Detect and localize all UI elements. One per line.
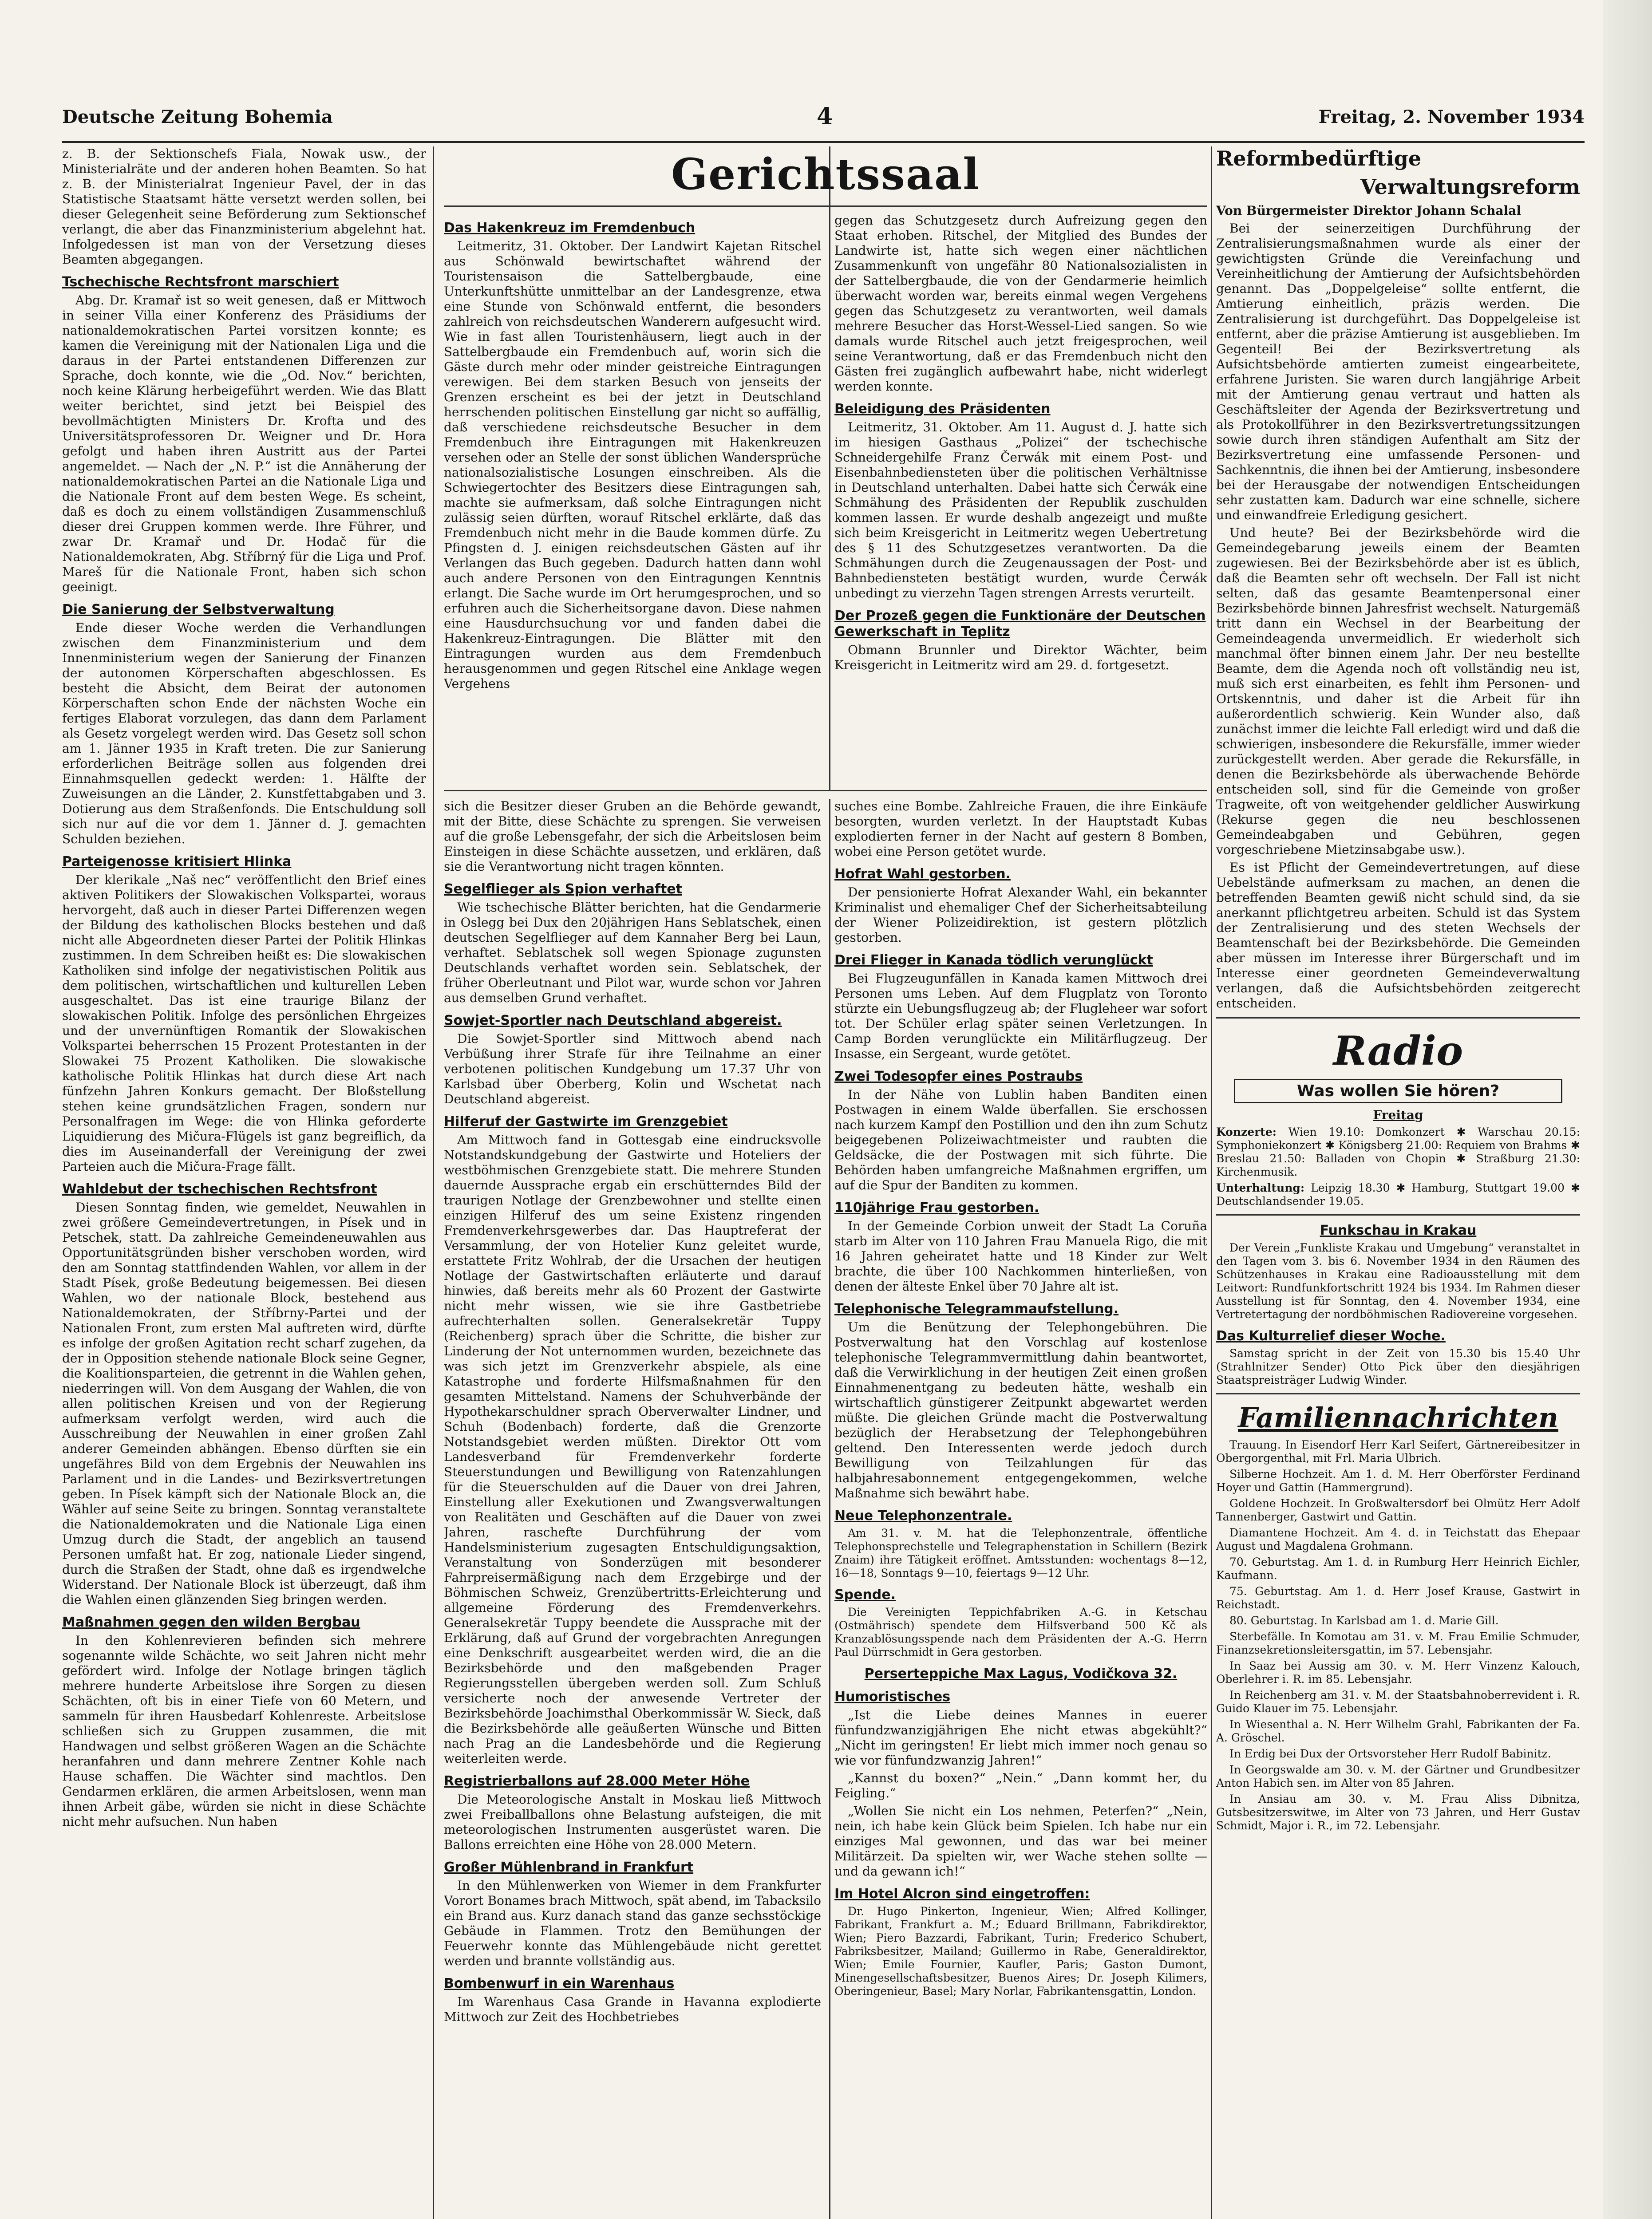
issue-date: Freitag, 2. November 1934 (1318, 107, 1585, 127)
family-entry: In Ansiau am 30. v. M. Frau Aliss Dibnitza, Gutsbesitzerswitwe, im Alter von 73 Jahren, und Herr Gustav Schmidt, Major i. R., im 72. Lebensjahr. (1216, 1793, 1580, 1832)
family-title: Familiennachrichten (1238, 1402, 1558, 1434)
article-text: Und heute? Bei der Bezirksbehörde wird die Gemeindegebarung jeweils einem der Beamten zugewiesen. Bei der Bezirksbehörde aber ist es üblich, daß die Beamten sehr oft wechseln. Der Fall ist nicht selten, daß das gesamte Beamtenpersonal einer Bezirksbehörde binnen Jahresfrist wechselt. Naturgemäß tritt dann ein Wechsel in der Bearbeitung der Gemeindeagenda unvermeidlich. Er wiederholt sich manchmal öfter binnen einem Jahr. Der neu bestellte Beamte, dem die Agenda noch oft vollständig neu ist, muß sich erst einarbeiten, es fehlt ihm Personen- und Ortskenntnis, und daher ist die Arbeit für ihn außerordentlich schwierig. Kein Wunder also, daß zunächst immer die leichte Fall erledigt wird und daß die schwierigen, insbesondere die Rekursfälle, immer wieder zurückgestellt werden. Aber gerade die Rekursfälle, in denen die Bezirksbehörde als überwachende Behörde entscheiden soll, sind für die Gemeinde von großer Tragweite, oft von weitgehender geldlicher Auswirkung (Rekurse gegen die neu beschlossenen Gemeindeabgaben und Gebühren, gegen vorgeschriebene Mietzinsabgabe usw.). (1216, 525, 1580, 857)
article-text: Am 31. v. M. hat die Telephonzentrale, öffentliche Telephonsprechstelle und Telegraphenstation in Schillern (Bezirk Znaim) ihre Tätigkeit eröffnet. Amtsstunden: wochentags 8—12, 16—18, Sonntags 9—10, feiertags 9—12 Uhr. (834, 1527, 1207, 1579)
radio-box: Was wollen Sie hören? (1234, 1079, 1562, 1103)
article-text: Die Sowjet-Sportler sind Mittwoch abend nach Verbüßung ihrer Strafe für ihre Teilnahme an einer verbotenen politischen Kundgebung um 17.37 Uhr von Karlsbad über Oberberg, Kolin und Wschetat nach Deutschland abgereist. (444, 1031, 821, 1106)
article-heading: Das Hakenkreuz im Fremdenbuch (444, 220, 696, 236)
article-heading: Parteigenosse kritisiert Hlinka (62, 854, 292, 869)
article-text: z. B. der Sektionschefs Fiala, Nowak usw., der Ministerialräte und der anderen hohen Beamten. So hat z. B. der Ministerialrat Ingenieur Pavel, der in das Statistische Staatsamt hätte versetzt werden sollen, bei dieser Gelegenheit seine Beförderung zum Sektionschef verlangt, die aber das Finanzministerium abgelehnt hat. Infolgedessen ist man von der Versetzung dieses Beamten abgegangen. (62, 146, 426, 267)
article-text: In den Mühlenwerken von Wiemer in dem Frankfurter Vorort Bonames brach Mittwoch, spät abend, im Tabacksilo ein Brand aus. Kurz danach stand das ganze sechsstöckige Gebäude in Flammen. Trotz den Bemühungen der Feuerwehr konnte das Mühlengebäude nicht gerettet werden und brannte vollständig aus. (444, 1878, 821, 1968)
article-text: „Ist die Liebe deines Mannes in euerer fünfundzwanzigjährigen Ehe nicht etwas abgekühlt?“ „Nicht im geringsten! Er liebt mich immer noch genau so wie vor fünfundzwanzig Jahren!“ (834, 1708, 1207, 1768)
article-text: Die Meteorologische Anstalt in Moskau ließ Mittwoch zwei Freiballballons ohne Belastung aufsteigen, die mit meteorologischen Instrumenten ausgerüstet waren. Die Ballons erreichten eine Höhe von 28.000 Metern. (444, 1792, 821, 1852)
article-text: Obmann Brunnler und Direktor Wächter, beim Kreisgericht in Leitmeritz wird am 29. d. fortgesetzt. (834, 643, 1207, 672)
article-heading: Tschechische Rechtsfront marschiert (62, 274, 339, 290)
article-text: Der Verein „Funkliste Krakau und Umgebung“ veranstaltet in den Tagen vom 3. bis 6. November 1934 in den Räumen des Schützenhauses in Krakau eine Radioausstellung mit dem Leitwort: Rundfunkfortschritt 1924 bis 1934. Im Rahmen dieser Ausstellung ist für Sonntag, den 4. November 1934, eine Vertretertagung der nordböhmischen Radiovereine vorgesehen. (1216, 1241, 1580, 1321)
article-heading: Maßnahmen gegen den wilden Bergbau (62, 1615, 360, 1630)
article-heading: Registrierballons auf 28.000 Meter Höhe (444, 1773, 750, 1789)
article-heading: Humoristisches (834, 1689, 951, 1705)
family-entry: Sterbefälle. In Komotau am 31. v. M. Frau Emilie Schmuder, Finanzsekretionsleitersgattin, im 57. Lebensjahr. (1216, 1630, 1580, 1656)
article-text: Der klerikale „Naš nec“ veröffentlicht den Brief eines aktiven Politikers der Slowakischen Volkspartei, woraus hervorgeht, daß auch in dieser Partei Differenzen wegen der Bildung des katholischen Blocks bestehen und daß nicht alle Abgeordneten dieser Partei der Politik Hlinkas zustimmen. In dem Schreiben heißt es: Die slowakischen Katholiken sind infolge der negativistischen Politik aus dem politischen, wirtschaftlichen und kulturellen Leben ausgeschaltet. Das ist eine traurige Bilanz der slowakischen Politik. Infolge des persönlichen Ehrgeizes und der unvernünftigen Romantik der Slowakischen Volkspartei beherrschen 15 Prozent Protestanten in der Slowakei 75 Prozent Katholiken. Die slowakische katholische Politik Hlinkas hat durch diese Art nach fünfzehn Jahren Konkurs gemacht. Der Bloßstellung stehen keine grundsätzlichen Fragen, sondern nur Personalfragen im Wege: die von Hlinka geforderte Liquidierung des Mičura-Flügels ist ganz begreiflich, da dies im Auseinanderfall der Vereinigung der zwei Parteien auch die Mičura-Frage fällt. (62, 873, 426, 1174)
article-text: „Wollen Sie nicht ein Los nehmen, Peterfen?“ „Nein, nein, ich habe kein Glück beim Spielen. Ich habe nur ein einziges Mal gewonnen, und das war bei meiner Militärzeit. Da spielten wir, wer Wache stehen sollte — und da gewann ich!“ (834, 1804, 1207, 1879)
article-text: Bei Flugzeugunfällen in Kanada kamen Mittwoch drei Personen ums Leben. Auf dem Flugplatz von Toronto stürzte ein Uebungsflugzeug ab; der Flugleheer war sofort tot. Der Schüler erlag später seinen Verletzungen. In Camp Borden verunglückte ein Militärflugzeug. Der Insasse, ein Sergeant, wurde getötet. (834, 971, 1207, 1061)
column-rule (829, 799, 830, 2219)
article-title: Reformbedürftige (1216, 146, 1422, 170)
article-text: Die Vereinigten Teppichfabriken A.-G. in Ketschau (Ostmährisch) spendete dem Hilfsverband 500 Kč als Kranzablösungsspende nach dem Präsidenten der A.-G. Herrn Paul Dürrschmidt in Gera gestorben. (834, 1606, 1207, 1658)
article-text: Um die Benützung der Telephongebühren. Die Postverwaltung hat den Vorschlag auf kostenlose telephonische Telegrammvermittlung dahin beantwortet, daß die Verwirklichung in der heutigen Zeit einen großen Einnahmenentgang zu bedeuten hätte, weshalb ein wirtschaftlich günstigerer Zeitpunkt abgewartet werden müßte. Die gleichen Gründe macht die Postverwaltung bezüglich der Herabsetzung der Telephongebühren geltend. Den Interessenten werde jedoch durch Bewilligung von Teilzahlungen für das halbjahresabonnement entgegengekommen, welche Maßnahme sich bewährt habe. (834, 1320, 1207, 1500)
article-text: sich die Besitzer dieser Gruben an die Behörde gewandt, mit der Bitte, diese Schächte zu sprengen. Sie verweisen auf die große Lebensgefahr, der sich die Arbeitslosen beim Einsteigen in diese Schächte aussetzen, und erklären, daß sie die Verantwortung nicht tragen könnten. (444, 799, 821, 874)
article-text: Der pensionierte Hofrat Alexander Wahl, ein bekannter Kriminalist und ehemaliger Chef der Sicherheitsabteilung der Wiener Polizeidirektion, ist gestern plötzlich gestorben. (834, 885, 1207, 945)
family-list (1216, 1438, 1580, 1832)
paper-name: Deutsche Zeitung Bohemia (62, 107, 333, 127)
radio-unterhaltung-text: Leipzig 18.30 ✱ Hamburg, Stuttgart 19.00 ✱ Deutschlandsender 19.05. (1216, 1181, 1580, 1208)
column-4 (1216, 146, 1580, 2219)
article-heading: Sowjet-Sportler nach Deutschland abgereist. (444, 1013, 782, 1028)
gericht-right (834, 213, 1207, 675)
article-text: Leitmeritz, 31. Oktober. Der Landwirt Kajetan Ritschel aus Schönwald bewirtschaftet während der Touristensaison die Sattelbergbaude, eine Unterkunftshütte unmittelbar an der Landesgrenze, etwa eine Stunde von Schönwald entfernt, die besonders zahlreich von reichsdeutschen Wanderern aufgesucht wird. Wie in fast allen Touristenhäusern, liegt auch in der Sattelbergbaude ein Fremdenbuch auf, worin sich die Gäste durch mehr oder minder geistreiche Eintragungen verewigen. Bei dem starken Besuch von jenseits der Grenzen erscheint es bei der jetzt in Deutschland herrschenden politischen Einstellung gar nicht so auffällig, daß verschiedene reichsdeutsche Besucher in dem Fremdenbuch ihre Eintragungen mit Hakenkreuzen versehen oder an Stelle der sonst üblichen Wandersprüche nationalsozialistische Losungen einschreiben. Als die Schwiegertochter des Besitzers diese Eintragungen sah, machte sie aufmerksam, daß solche Eintragungen nicht zulässig seien dürften, worauf Ritschel erklärte, daß das Fremdenbuch nicht mehr in die Baude kommen dürfe. Zu Pfingsten d. J. einigen reichsdeutschen Gästen auf ihr Verlangen das Buch gegeben. Dadurch hatten dann wohl auch andere Personen von den Eintragungen Kenntnis erlangt. Die Sache wurde im Ort herumgesprochen, und so erfuhren auch die Sicherheitsorgane davon. Diese nahmen eine Hausdurchsuchung vor und fanden dabei die Hakenkreuz-Eintragungen. Die Blätter mit den Eintragungen wurden aus dem Fremdenbuch herausgenommen und gegen Ritschel eine Anklage wegen Vergehens (444, 239, 821, 691)
article-title: Verwaltungsreform (1360, 175, 1580, 199)
article-heading: Neue Telephonzentrale. (834, 1508, 1012, 1524)
family-entry: Goldene Hochzeit. In Großwaltersdorf bei Olmütz Herr Adolf Tannenberger, Gastwirt und Gattin. (1216, 1497, 1580, 1523)
column-rule (433, 146, 434, 2219)
article-text: Abg. Dr. Kramař ist so weit genesen, daß er Mittwoch in seiner Villa einer Konferenz des Präsidiums der nationaldemokratischen Partei vorsitzen konnte; es kamen die Vereinigung mit der Nationalen Liga und die daraus in der Partei entstandenen Differenzen zur Sprache, doch konnte, wie die „Od. Nov.“ berichten, noch keine Klärung herbeigeführt werden. Wie das Blatt weiter berichtet, sind jetzt bei Beispiel des bevollmächtigten Ministers Dr. Krofta und des Universitätsprofessoren Dr. Weigner und Dr. Hora gefolgt und haben ihren Austritt aus der Partei angemeldet. — Nach der „N. P.“ ist die Annäherung der nationaldemokratischen Partei an die Nationale Liga und die Nationale Front auf dem besten Wege. Es scheint, daß es doch zu einem vollständigen Zusammenschluß dieser drei Gruppen kommen werde. Ihre Führer, und zwar Dr. Kramař und Dr. Hodač für die Nationaldemokraten, Abg. Stříbrný für die Liga und Prof. Mareš für die Nationale Front, haben sich schon geeinigt. (62, 293, 426, 594)
gerichtssaal-section (444, 146, 1207, 786)
article-heading: Bombenwurf in ein Warenhaus (444, 1976, 675, 1991)
family-entry: In Georgswalde am 30. v. M. der Gärtner und Grundbesitzer Anton Habich sen. im Alter von 85 Jahren. (1216, 1763, 1580, 1789)
article-heading: Telephonische Telegrammaufstellung. (834, 1301, 1119, 1317)
radio-konzerte (1216, 1125, 1580, 1179)
article-heading: Die Sanierung der Selbstverwaltung (62, 602, 335, 617)
radio-konzerte-text: Wien 19.10: Domkonzert ✱ Warschau 20.15: Symphoniekonzert ✱ Königsberg 21.00: Requiem von Brahms ✱ Breslau 21.50: Balladen von Chopin ✱ Straßburg 21.30: Kirchenmusik. (1216, 1125, 1580, 1178)
radio-unterhaltung (1216, 1181, 1580, 1208)
article-heading: Segelflieger als Spion verhaftet (444, 881, 682, 897)
radio-konzerte-label: Konzerte: (1216, 1125, 1277, 1138)
column-3-lower (834, 799, 1207, 2219)
family-entry: Silberne Hochzeit. Am 1. d. M. Herr Oberförster Ferdinand Hoyer und Gattin (Hammergrund). (1216, 1468, 1580, 1494)
radio-day: Freitag (1373, 1108, 1423, 1122)
column-1 (62, 146, 426, 2219)
article-heading: Drei Flieger in Kanada tödlich verunglückt (834, 952, 1153, 968)
article-heading: Hofrat Wahl gestorben. (834, 866, 1011, 882)
radio-unterhaltung-label: Unterhaltung: (1216, 1181, 1305, 1194)
article-heading: Spende. (834, 1587, 896, 1603)
article-text: In den Kohlenrevieren befinden sich mehrere sogenannte wilde Schächte, wo seit Jahren nicht mehr gefördert wird. Infolge der Notlage bringen täglich mehrere hunderte Arbeitslose ihre Sorgen zu diesen Schächten, oft bis in einer Tiefe von 60 Metern, und sammeln für ihren Hausbedarf Kohlenreste. Arbeitslose schließen sich zu Gruppen zusammen, die mit Handwagen und selbst größeren Wagen an die Schächte heranfahren und dann mehrere Zentner Kohle nach Hause schaffen. Die Wächter sind machtlos. Den Gendarmen erklären, die armen Arbeitslosen, wenn man ihnen Arbeit gäbe, würden sie nicht in diese Schächte nicht mehr aufsuchen. Nun haben (62, 1633, 426, 1829)
article-heading: Hilferuf der Gastwirte im Grenzgebiet (444, 1114, 728, 1129)
article-text: Ende dieser Woche werden die Verhandlungen zwischen dem Finanzministerium und dem Innenministerium wegen der Sanierung der Finanzen der autonomen Körperschaften abgeschlossen. Es besteht die Absicht, dem Beirat der autonomen Körperschaften schon Ende der nächsten Woche ein fertiges Elaborat vorzulegen, das dann dem Parlament als Gesetz vorgelegt werden wird. Das Gesetz soll schon am 1. Jänner 1935 in Kraft treten. Die zur Sanierung erforderlichen Beiträge sollen aus folgenden drei Einnahmsquellen gedeckt werden: 1. Hälfte der Zuweisungen an die Länder, 2. Kunstfettabgaben und 3. Dotierung aus dem Straßenfonds. Die Entschuldung soll sich nur auf die vor dem 1. Jänner d. J. gemachten Schulden beziehen. (62, 620, 426, 846)
article-text: Dr. Hugo Pinkerton, Ingenieur, Wien; Alfred Kollinger, Fabrikant, Frankfurt a. M.; Eduard Brillmann, Fabrikdirektor, Wien; Piero Bazzardi, Fabrikant, Turin; Frederico Schubert, Fabriksbesitzer, Mailand; Guillermo in Rabe, Generaldirektor, Wien; Emile Fournier, Kaufler, Paris; Gaston Dumont, Minengesellschaftsbesitzer, Buenos Aires; Dr. Joseph Kilimers, Oberingenieur, Basel; Mary Norlar, Fabrikantensgattin, London. (834, 1905, 1207, 1998)
rule (1216, 1393, 1580, 1394)
family-entry: Trauung. In Eisendorf Herr Karl Seifert, Gärtnereibesitzer in Obergorgenthal, mit Frl. Maria Ulbrich. (1216, 1438, 1580, 1465)
article-heading: Das Kulturrelief dieser Woche. (1216, 1328, 1446, 1344)
scan-edge (1603, 0, 1652, 2219)
article-text: In der Gemeinde Corbion unweit der Stadt La Coruña starb im Alter von 110 Jahren Frau Manuela Rigo, die mit 16 Jahren geheiratet hatte und 18 Kinder zur Welt brachte, die über 100 Nachkommen hinterließen, von denen der älteste Enkel über 70 Jahre alt ist. (834, 1219, 1207, 1294)
article-heading: 110jährige Frau gestorben. (834, 1200, 1039, 1216)
article-author: Von Bürgermeister Direktor Johann Schalal (1216, 203, 1522, 218)
article-text: Samstag spricht in der Zeit von 15.30 bis 15.40 Uhr (Strahlnitzer Sender) Otto Pick über den diesjährigen Staatspreisträger Ludwig Winder. (1216, 1347, 1580, 1386)
column-2-lower (444, 799, 821, 2219)
article-text: In der Nähe von Lublin haben Banditen einen Postwagen in einem Walde überfallen. Sie erschossen nach kurzem Kampf den Postillion und den ihn zum Schutz beigegebenen Polizeiwachtmeister und raubten die Geldsäcke, die der Postwagen mit sich führte. Die Behörden haben umfangreiche Maßnahmen ergriffen, um auf die Spur der Banditen zu kommen. (834, 1087, 1207, 1192)
family-entry: In Reichenberg am 31. v. M. der Staatsbahnoberrevident i. R. Guido Klauer im 75. Lebensjahr. (1216, 1689, 1580, 1715)
article-text: Am Mittwoch fand in Gottesgab eine eindrucksvolle Notstandskundgebung der Gastwirte und Hoteliers der westböhmischen Grenzgebiete statt. Die mehrere Stunden dauernde Aussprache ergab ein erschütterndes Bild der traurigen Notlage der Grenzbewohner und stellte einen einzigen Hilferuf des um seine Existenz ringenden Fremdenverkehrsgewerbes dar. Das Hauptreferat der Versammlung, der von Hotelier Kunz geleitet wurde, erstattete Fritz Wohlrab, der die Ursachen der heutigen Notlage der Gastwirtschaften erläuterte und darauf hinwies, daß bereits mehr als 60 Prozent der Gastwirte nicht mehr wissen, wie sie ihre Gastbetriebe aufrechterhalten sollen. Generalsekretär Tuppy (Reichenberg) sprach über die Schritte, die bisher zur Linderung der Not unternommen wurden, bezeichnete das was sich jetzt im Grenzverkehr abspiele, als eine Katastrophe und forderte Hilfsmaßnahmen für den gesamten Mittelstand. Namens der Schuhverbände der Hypothekarschuldner sprach Oberverwalter Lindner, und Schuh (Bodenbach) forderte, daß die Grenzorte Notstandsgebiet werden müßten. Direktor Ott vom Landesverband für Fremdenverkehr forderte Steuerstundungen und Bewilligung von Ratenzahlungen für die Steuerschulden auf die Dauer von drei Jahren, Einstellung aller Exekutionen und Zwangsverwaltungen von Realitäten und Geschäften auf die Dauer von zwei Jahren, raschefte Durchführung der vom Handelsministerium zugesagten Entschuldigungsaktion, Veranstaltung von Sonderzügen mit besonderer Fahrpreisermäßigung nach dem Erzgebirge und der Böhmischen Schweiz, Grenzübertritts-Erleichterung und allgemeine Förderung des Fremdenverkehrs. Generalsekretär Tuppy beendete die Aussprache mit der Erklärung, daß auf Grund der vorgebrachten Anregungen eine Denkschrift ausgearbeitet werden wird, die an die Bezirksbehörde und den maßgebenden Prager Regierungsstellen übergeben werden soll. Zum Schluß versicherte noch der anwesende Vertreter der Bezirksbehörde Joachimsthal Oberkommissär W. Sieck, daß die Bezirksbehörde alle geäußerten Wünsche und Bitten nach Prag an die Landesbehörde und die Regierung weiterleiten werde. (444, 1133, 821, 1766)
header-rule (62, 141, 1585, 143)
rule (1216, 1017, 1580, 1019)
gericht-left (444, 213, 821, 694)
article-text: Diesen Sonntag finden, wie gemeldet, Neuwahlen in zwei größere Gemeindevertretungen, in Písek und in Petschek, statt. Da zahlreiche Gemeindeneuwahlen aus Opportunitätsgründen bisher verschoben worden, wird den am Sonntag stattfindenden Wahlen, vor allem in der Stadt Písek, große Bedeutung beigemessen. Bei diesen Wahlen, wo der nationale Block, bestehend aus Nationaldemokraten, der Stříbrny-Partei und der Nationalen Front, zum ersten Mal auftreten wird, dürfte es infolge der großen Agitation recht scharf zugehen, da der in Opposition stehende nationale Block seine Gegner, die Koalitionsparteien, die getrennt in die Wahlen gehen, niederringen will. Von dem Ausgang der Wahlen, die von allen politischen Kreisen und von der Regierung aufmerksam verfolgt werden, wird auch die Ausschreibung der Neuwahlen in einer großen Zahl anderer Gemeinden abhängen. Ebenso dürften sie ein ungefähres Bild von dem Ergebnis der Neuwahlen ins Parlament und in die Landes- und Bezirksvertretungen geben. In Písek kämpft sich der Nationale Block an, die Wähler auf seine Seite zu bringen. Sonntag veranstaltete die Nationaldemokraten und die Nationale Liga einen Umzug durch die Stadt, der angeblich an tausend Personen umfaßt hat. Er zog, nationale Lieder singend, durch die Straßen der Stadt, ohne daß es irgendwelche Widerstand. Der Nationale Block ist überzeugt, daß ihm die Wahlen einen glänzenden Sieg bringen werden. (62, 1200, 426, 1607)
article-text: Bei der seinerzeitigen Durchführung der Zentralisierungsmaßnahmen wurde als einer der gewichtigsten Gründe die Vereinfachung und Vereinheitlichung der Amtierung der Aufsichtsbehörden genannt. Das „Doppelgeleise“ sollte entfernt, die Amtierung einheitlich, präzis werden. Die Zentralisierung ist durchgeführt. Das Doppelgeleise ist entfernt, aber die präzise Amtierung ist ausgeblieben. Im Gegenteil! Bei der Bezirksvertretung als Aufsichtsbehörde amtierten zumeist eingearbeitete, erfahrene Juristen. Sie waren durch langjährige Arbeit mit der Amtierung genau vertraut und hatten als Geschäftsleiter der Agenda der Bezirksvertretung und als Protokollführer in den Bezirksvertretungssitzungen sowie durch ihren ständigen Aufenthalt am Sitz der Bezirksvertretung eine umfassende Personen- und Sachkenntnis, die ihnen bei der Amtierung, insbesondere bei der Herausgabe der notwendigen Entscheidungen sehr zustatten kam. Dadurch war eine schnelle, sichere und einwandfreie Erledigung gesichert. (1216, 221, 1580, 522)
page-number: 4 (817, 103, 833, 130)
advert-line: Perserteppiche Max Lagus, Vodičkova 32. (864, 1666, 1178, 1682)
family-entry: 75. Geburtstag. Am 1. d. Herr Josef Krause, Gastwirt in Reichstadt. (1216, 1585, 1580, 1611)
family-entry: In Wiesenthal a. N. Herr Wilhelm Grahl, Fabrikanten der Fa. A. Gröschel. (1216, 1718, 1580, 1744)
article-text: Es ist Pflicht der Gemeindevertretungen, auf diese Uebelstände aufmerksam zu machen, an denen die betreffenden Beamten gewiß nicht schuld sind, da sie anerkannt pflichtgetreu arbeiten. Schuld ist das System der Zentralisierung und des steten Wechsels der Beamtenschaft bei der Bezirksbehörde. Die Gemeinden aber müssen im Interesse ihrer Bürgerschaft und im Interesse einer geordneten Gemeindeverwaltung verlangen, daß die Aufsichtsbehörden zeitgerecht entscheiden. (1216, 860, 1580, 1011)
article-text: Im Warenhaus Casa Grande in Havanna explodierte Mittwoch zur Zeit des Hochbetriebes (444, 1994, 821, 2024)
article-heading: Der Prozeß gegen die Funktionäre der Deutschen Gewerkschaft in Teplitz (834, 608, 1206, 640)
family-entry: 80. Geburtstag. In Karlsbad am 1. d. Marie Gill. (1229, 1614, 1499, 1627)
article-heading: Beleidigung des Präsidenten (834, 401, 1051, 417)
article-heading: Zwei Todesopfer eines Postraubs (834, 1069, 1083, 1084)
article-text: Leitmeritz, 31. Oktober. Am 11. August d. J. hatte sich im hiesigen Gasthaus „Polizei“ der tschechische Schneidergehilfe Franz Čerwák mit einem Post- und Eisenbahnbediensteten über die politischen Verhältnisse in Deutschland unterhalten. Dabei hatte sich Čerwák eine Schmähung des Präsidenten der Republik zuschulden kommen lassen. Er wurde deshalb angezeigt und mußte sich beim Kreisgericht in Leitmeritz wegen Uebertretung des § 11 des Schutzgesetzes verantworten. Da die Schmähungen durch die Zeugenaussagen der Post- und Bahnbediensteten bestätigt wurden, wurde Čerwák unbedingt zu vierzehn Tagen strengen Arrests verurteilt. (834, 420, 1207, 600)
article-text: „Kannst du boxen?“ „Nein.“ „Dann kommt her, du Feigling.“ (834, 1771, 1207, 1800)
family-entry: 70. Geburtstag. Am 1. d. in Rumburg Herr Heinrich Eichler, Kaufmann. (1216, 1556, 1580, 1582)
rule (444, 205, 1207, 207)
article-heading: Wahldebut der tschechischen Rechtsfront (62, 1181, 377, 1197)
column-rule (1211, 146, 1212, 2219)
family-entry: Diamantene Hochzeit. Am 4. d. in Teichstatt das Ehepaar August und Magdalena Grohmann. (1216, 1526, 1580, 1552)
article-text: Wie tschechische Blätter berichten, hat die Gendarmerie in Oslegg bei Dux den 20jährigen Hans Seblatschek, einen deutschen Segelflieger auf dem Kannaher Berg bei Laun, verhaftet. Seblatschek soll wegen Spionage zugunsten Deutschlands verhaftet worden sein. Seblatschek, der früher Oberleutnant und Pilot war, wurde schon vor Jahren aus demselben Grund verhaftet. (444, 900, 821, 1005)
section-rule (444, 790, 1207, 791)
article-heading: Funkschau in Krakau (1320, 1223, 1477, 1238)
article-heading: Großer Mühlenbrand in Frankfurt (444, 1860, 694, 1875)
article-text: gegen das Schutzgesetz durch Aufreizung gegen den Staat erhoben. Ritschel, der Mitglied des Bundes der Landwirte ist, hatte sich wegen einer nächtlichen Zusammenkunft von ungefähr 80 Nationalsozialisten in der Sattelbergbaude, die von der Gendarmerie heimlich überwacht worden war, bereits einmal wegen Vergehens gegen das Schutzgesetz zu verantworten, weil damals mehrere Besucher das Horst-Wessel-Lied sangen. So wie damals wurde Ritschel auch jetzt freigesprochen, weil seine Verantwortung, daß er das Fremdenbuch nicht den Gästen frei zugänglich aufbewahrt habe, nicht widerlegt werden konnte. (834, 213, 1207, 394)
section-title: Gerichtssaal (671, 149, 980, 199)
family-entry: In Saaz bei Aussig am 30. v. M. Herr Vinzenz Kalouch, Oberlehrer i. R. im 85. Lebensjahr. (1216, 1659, 1580, 1686)
article-heading: Im Hotel Alcron sind eingetroffen: (834, 1886, 1090, 1902)
article-text: suches eine Bombe. Zahlreiche Frauen, die ihre Einkäufe besorgten, wurden verletzt. In der Hauptstadt Kubas explodierten ferner in der Nacht auf gestern 8 Bomben, wobei eine Person getötet wurde. (834, 799, 1207, 859)
page-header (62, 103, 1585, 138)
radio-title: Radio (1333, 1027, 1463, 1074)
rule (1216, 1214, 1580, 1216)
family-entry: In Erdig bei Dux der Ortsvorsteher Herr Rudolf Babinitz. (1229, 1747, 1551, 1760)
